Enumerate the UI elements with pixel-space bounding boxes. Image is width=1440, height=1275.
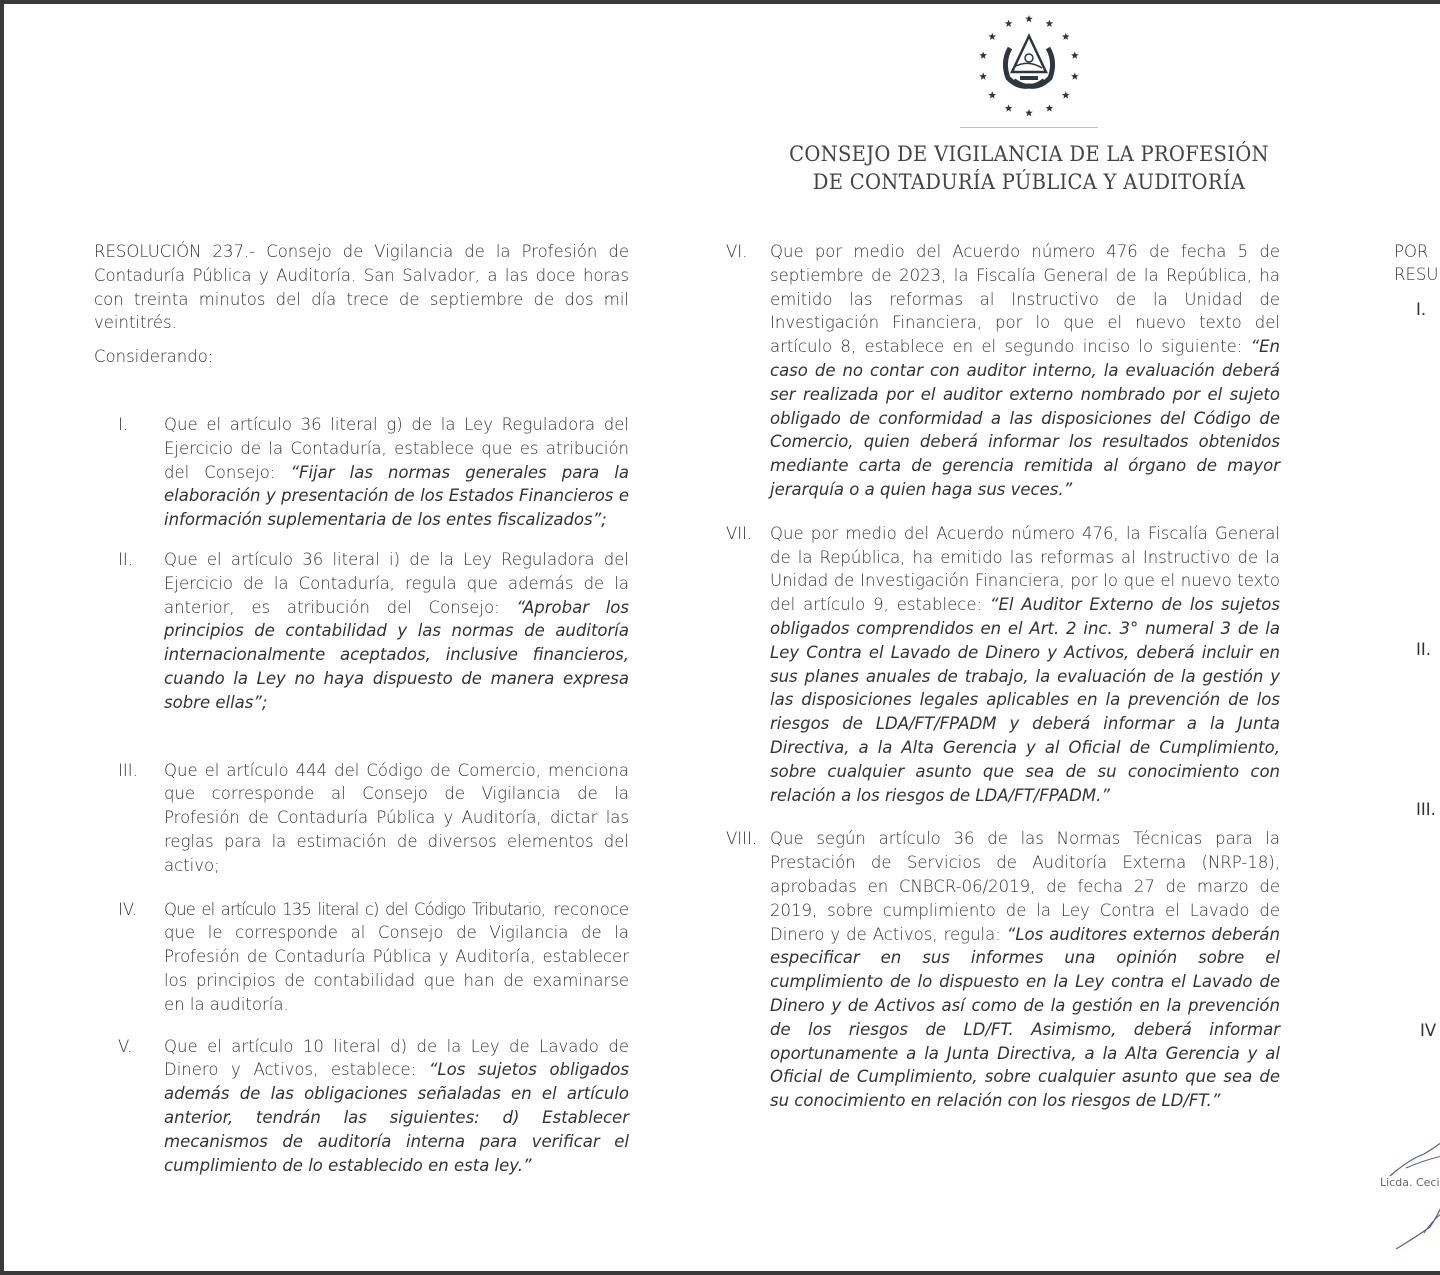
item-condensed-text: Que el artículo 135 literal c) del Código Tributario, [164,899,546,919]
star-icon [1005,104,1013,111]
document-page [4,4,1440,1271]
star-icon [1005,20,1013,27]
considerando-item-8 [726,827,1280,1113]
item-quote-text: “Aprobar los principios de contabilidad y las normas de auditoría internacionalmente aceptados, inclusive financieros, cuando la Ley no haya dispuesto de manera expresa sobre ellas”; [164,597,630,712]
item-text [770,240,1280,502]
item-text [164,898,629,1017]
el-salvador-coat-of-arms-icon [974,14,1084,124]
considerando-item-5 [94,1035,629,1178]
item-number: VIII. [726,829,758,849]
right-heading-line-1: POR [1394,242,1429,261]
star-icon [1025,15,1033,22]
star-icon [1071,52,1079,59]
item-quote-text: “En caso de no contar con auditor interno, la evaluación deberá ser realizada por el auditor externo nombrado por el sujeto obligado de conformidad a las disposiciones del Código de Comercio, quien deberá informar los resultados obtenidos mediante carta de gerencia remitida al órgano de mayor jerarquía o a quien haga sus veces.” [770,337,1280,499]
org-name-line-1: CONSEJO DE VIGILANCIA DE LA PROFESIÓN [789,142,1269,166]
signature-mark-2 [1394,1199,1440,1254]
star-icon [1046,104,1054,111]
item-number: VII. [726,523,753,543]
item-quote-text: “Los sujetos obligados además de las obligaciones señaladas en el artículo anterior, tendrán las siguientes: d) Establecer mecanismos de auditoría interna para verificar el cumplimiento de lo establecido en esta ley.” [164,1060,629,1175]
star-icon [979,52,987,59]
item-text: Que el artículo 444 del Código de Comercio, menciona que corresponde al Consejo de Vigilancia de la Profesión de Contaduría Pública y Auditoría, dictar las reglas para la estimación de diversos elementos del activo; [164,760,629,875]
org-name-line-2: DE CONTADURÍA PÚBLICA Y AUDITORÍA [812,170,1246,194]
considerando-item-1 [94,413,629,532]
item-text [770,827,1280,1113]
considerando-item-4 [94,898,629,1017]
star-icon [1071,72,1079,79]
item-number: III. [118,760,138,780]
item-plain-text: reconoce que le corresponde al Consejo de Vigilancia de la Profesión de Contaduría Pública y Auditoría, establecer los principios de contabilidad que han de examinarse en la auditoría. [164,899,630,1014]
signatory-name: Licda. Ceci [1380,1176,1440,1189]
item-text [770,522,1280,808]
item-quote-text: “El Auditor Externo de los sujetos obligados comprendidos en el Art. 2 inc. 3° numeral 3 de la Ley Contra el Lavado de Dinero y Activos, deberá incluir en sus planes anuales de trabajo, la evaluación de la gestión y las disposiciones legales aplicables en la prevención de los riesgos de LDA/FT/FPADM y deberá informar a la Junta Directiva, a la Alta Gerencia y al Oficial de Cumplimiento, sobre cualquier asunto que sea de su conocimiento con relación a los riesgos de LDA/FT/FPADM.” [770,595,1280,805]
right-column [1394,240,1440,286]
item-plain-text: Que el artículo 10 literal d) de la Ley de Lavado de Dinero y Activos, establece: [164,1036,629,1080]
considerando-item-2 [94,548,629,715]
item-number: IV. [118,899,138,919]
considerando-label: Considerando: [94,347,214,367]
item-number: II. [118,549,133,569]
right-item-number-1: I. [1416,300,1427,319]
item-text [164,413,629,532]
item-plain-text: Que por medio del Acuerdo número 476, la Fiscalía General de la República, ha emitido las reformas al Instructivo de la Unidad de Investigación Financiera, por lo que el nuevo texto del artículo 9, establece: [770,523,1280,615]
item-number: VI. [726,242,748,261]
left-column [94,240,629,1177]
item-number: I. [118,414,129,434]
item-text [164,1035,629,1178]
item-plain-text: Que el artículo 36 literal g) de la Ley Reguladora del Ejercicio de la Contaduría, establece que es atribución del Consejo: [164,414,629,482]
star-icon [1062,91,1070,98]
considerando-item-6 [726,240,1280,502]
considerando-item-7 [726,522,1280,808]
right-heading-line-2: RESU [1394,265,1439,284]
star-icon [1025,109,1033,116]
star-icon [979,72,987,79]
right-item-number-4: IV [1420,1021,1437,1040]
item-plain-text: Que según artículo 36 de las Normas Técnicas para la Prestación de Servicios de Auditoría Externa (NRP-18), aprobadas en CNBCR-06/2019, de fecha 27 de marzo de 2019, sobre cumplimiento de la Ley Contra el Lavado de Dinero y de Activos, regula: [770,829,1280,944]
header-divider [960,127,1098,128]
star-icon [988,33,996,40]
right-item-number-3: III. [1416,800,1436,819]
item-number: V. [118,1036,133,1056]
right-item-number-2: II. [1416,640,1431,659]
item-quote-text: “Los auditores externos deberán especificar en sus informes una opinión sobre el cumplimiento de lo dispuesto en la Ley contra el Lavado de Dinero y de Activos así como de la gestión en la prevención de los riesgos de LD/FT. Asimismo, deberá informar oportunamente a la Junta Directiva, a la Alta Gerencia y al Oficial de Cumplimiento, sobre cualquier asunto que sea de su conocimiento en relación con los riesgos de LD/FT.” [770,924,1280,1111]
star-icon [988,91,996,98]
letterhead [764,14,1294,196]
item-plain-text: Que el artículo 36 literal i) de la Ley Reguladora del Ejercicio de la Contaduría, regula que además de la anterior, es atribución del Consejo: [164,549,629,617]
star-icon [1062,33,1070,40]
item-text [164,548,629,715]
item-plain-text: Que por medio del Acuerdo número 476 de fecha 5 de septiembre de 2023, la Fiscalía General de la República, ha emitido las reformas al Instructivo de la Unidad de Investigación Financiera, por lo que el nuevo texto del artículo 8, establece en el segundo inciso lo siguiente: [770,242,1280,357]
item-quote-text: “Fijar las normas generales para la elaboración y presentación de los Estados Financieros e información suplementaria de los entes fiscalizados”; [164,462,629,530]
middle-column [726,240,1280,1113]
resolution-intro: RESOLUCIÓN 237.- Consejo de Vigilancia de la Profesión de Contaduría Pública y Auditoría. San Salvador, a las doce horas con treinta minutos del día trece de septiembre de dos mil veintitrés. [94,242,629,333]
considerando-item-3 [94,759,629,878]
star-icon [1046,20,1054,27]
